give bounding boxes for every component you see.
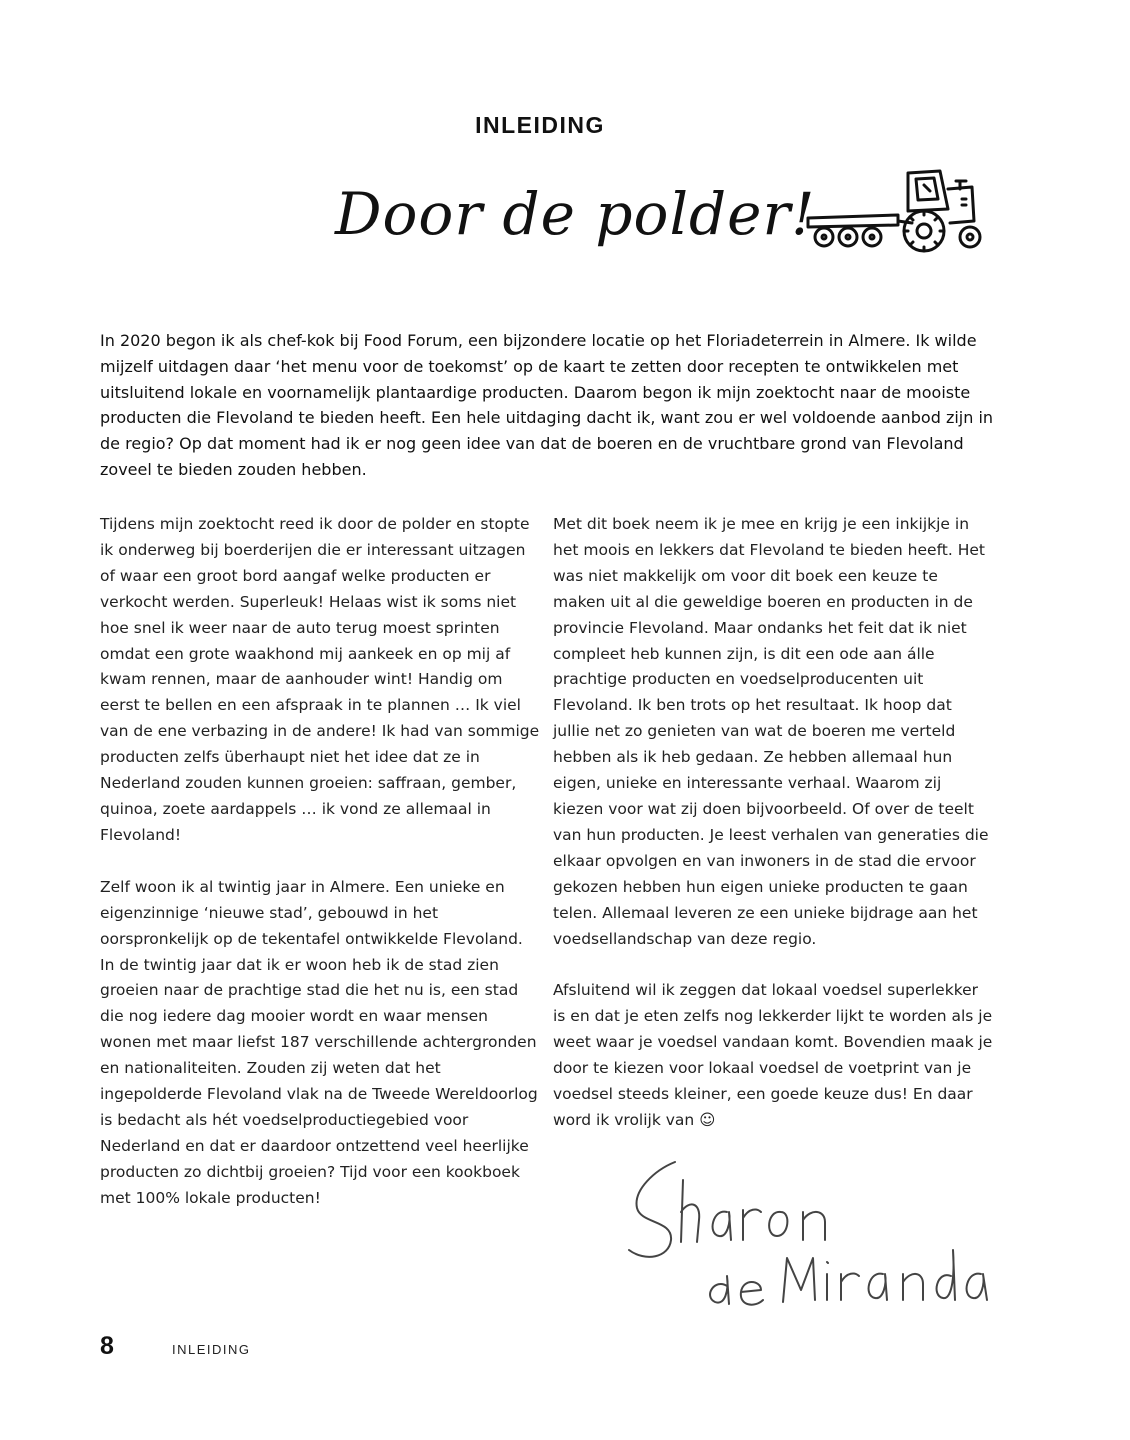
intro-paragraph: In 2020 begon ik als chef-kok bij Food Forum, een bijzondere locatie op het Floriadeterrein in Almere. Ik wilde mijzelf uitdagen daar ‘het menu voor de toekomst’ op de kaart te zetten door recepten te ontwikkelen met uitsluitend lokale en voornamelijk plantaardige producten. Daarom begon ik mijn zoektocht naar de mooiste producten die Flevoland te bieden heeft. Een hele uitdaging dacht ik, want zou er wel voldoende aanbod zijn in de regio? Op dat moment had ik er nog geen idee van dat de boeren en de vruchtbare grond van Flevoland zoveel te bieden zouden hebben. — [100, 331, 994, 479]
tractor-with-trailer-icon — [800, 163, 990, 258]
right-column — [553, 512, 993, 1160]
body-paragraph: Met dit boek neem ik je mee en krijg je een inkijkje in het moois en lekkers dat Flevoland te bieden heeft. Het was niet makkelijk om voor dit boek een keuze te maken uit al die geweldige boeren en producten in de provincie Flevoland. Maar ondanks het feit dat ik niet compleet heb kunnen zijn, is dit een ode aan álle prachtige producten en voedselproducenten uit Flevoland. Ik ben trots op het resultaat. Ik hoop dat jullie net zo genieten van wat de boeren me verteld hebben als ik heb gedaan. Ze hebben allemaal hun eigen, unieke en interessante verhaal. Waarom zij kiezen voor wat zij doen bijvoorbeeld. Of over de teelt van hun producten. Je leest verhalen van generaties die elkaar opvolgen en van inwoners in de stad die ervoor gekozen hebben hun eigen unieke producten te gaan telen. Allemaal leveren ze een unieke bijdrage aan het voedsellandschap van deze regio. — [553, 515, 989, 948]
page-title: Door de polder! — [335, 180, 816, 248]
body-paragraph: Zelf woon ik al twintig jaar in Almere. Een unieke en eigenzinnige ‘nieuwe stad’, gebouwd in het oorspronkelijk op de tekentafel ontwikkelde Flevoland. In de twintig jaar dat ik er woon heb ik de stad zien groeien naar de prachtige stad die het nu is, een stad die nog iedere dag mooier wordt en waar mensen wonen met maar liefst 187 verschillende achtergronden en nationaliteiten. Zouden zij weten dat het ingepolderde Flevoland vlak na de Tweede Wereldoorlog is bedacht als hét voedselproductiegebied voor Nederland en dat er daardoor ontzettend veel heerlijke producten zo dichtbij groeien? Tijd voor een kookboek met 100% lokale producten! — [100, 877, 538, 1207]
handwritten-signature — [615, 1150, 995, 1320]
body-paragraph: Tijdens mijn zoektocht reed ik door de polder en stopte ik onderweg bij boerderijen die er interessant uitzagen of waar een groot bord aangaf welke producten er verkocht werden. Superleuk! Helaas wist ik soms niet hoe snel ik weer naar de auto terug moest sprinten omdat een grote waakhond mij aankeek en op mij af kwam rennen, maar de aanhouder wint! Handig om eerst te bellen en een afspraak in te plannen … Ik viel van de ene verbazing in de andere! Ik had van sommige producten zelfs überhaupt niet het idee dat ze in Nederland zouden kunnen groeien: saffraan, gember, quinoa, zoete aardappels … ik vond ze allemaal in Flevoland! — [100, 515, 540, 844]
footer-section-label: INLEIDING — [172, 1342, 251, 1357]
section-label: INLEIDING — [475, 112, 605, 138]
body-paragraph: Afsluitend wil ik zeggen dat lokaal voedsel superlekker is en dat je eten zelfs nog lekkerder lijkt te worden als je weet waar je voedsel vandaan komt. Bovendien maak je door te kiezen voor lokaal voedsel de voetprint van je voedsel steeds kleiner, een goede keuze dus! En daar word ik vrolijk van ☺ — [553, 981, 993, 1129]
left-column — [100, 512, 540, 1238]
page-number: 8 — [100, 1332, 114, 1360]
